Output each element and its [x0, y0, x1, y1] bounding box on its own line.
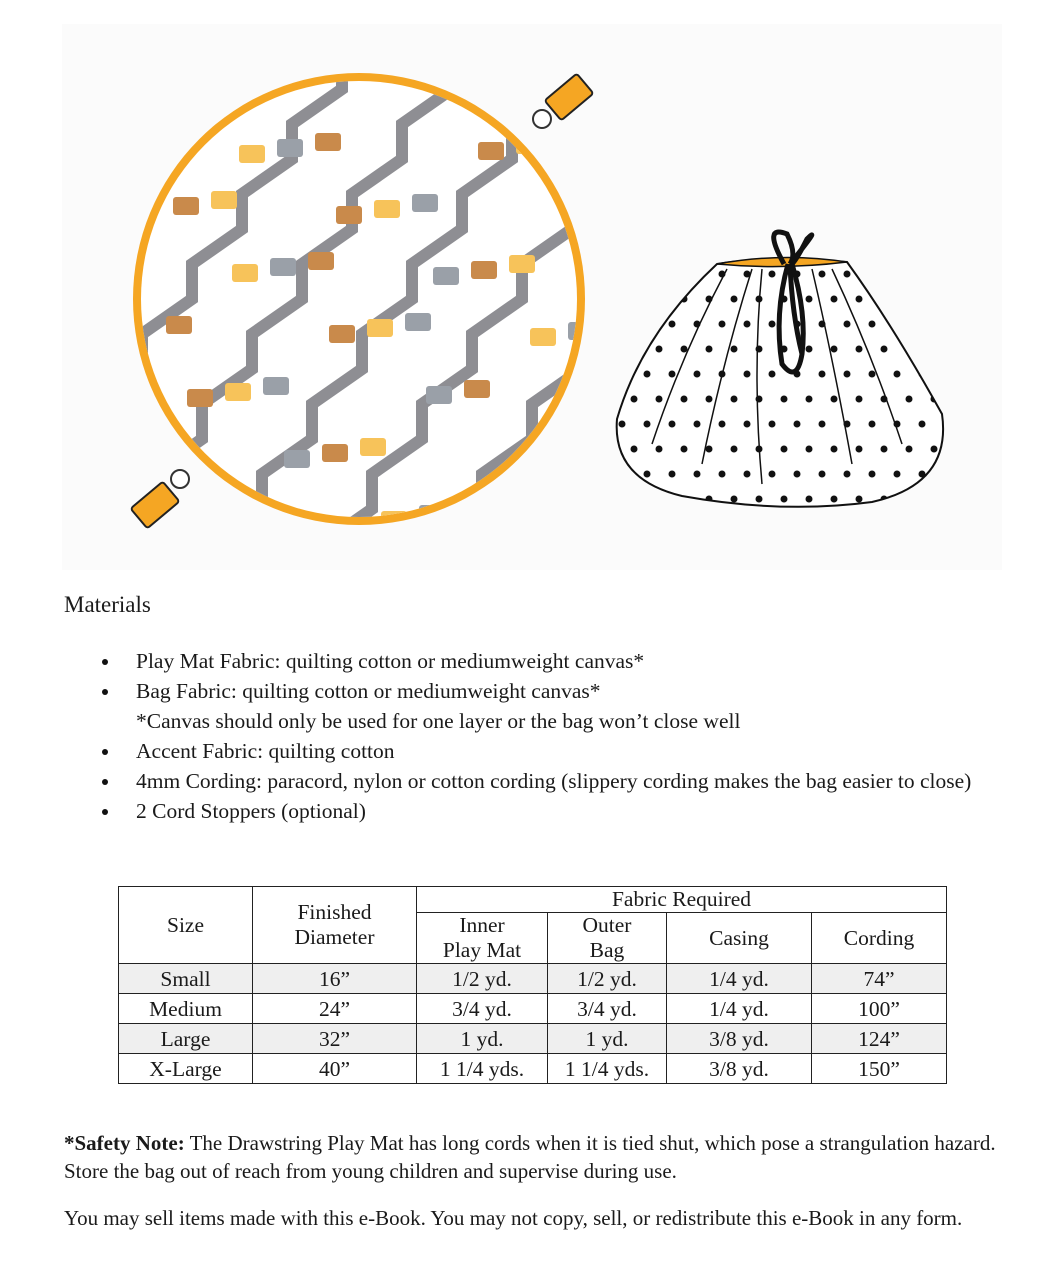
polka-dot: [831, 446, 838, 453]
polka-dot: [656, 446, 663, 453]
table-cell: 3/8 yd.: [667, 1054, 812, 1084]
polka-dot: [769, 421, 776, 428]
table-row: [119, 1024, 947, 1054]
material-note: *Canvas should only be used for one layer or the bag won’t close well: [136, 709, 741, 733]
polka-dot: [944, 421, 951, 428]
truck-shape: [374, 200, 400, 218]
polka-dot: [681, 296, 688, 303]
polka-dot: [806, 296, 813, 303]
polka-dot: [681, 396, 688, 403]
polka-dot: [919, 421, 926, 428]
table-cell: 3/8 yd.: [667, 1024, 812, 1054]
table-row: [119, 964, 947, 994]
polka-dot: [894, 321, 901, 328]
polka-dot: [869, 371, 876, 378]
truck-shape: [218, 502, 244, 520]
polka-dot: [956, 346, 963, 353]
truck-shape: [284, 450, 310, 468]
polka-dot: [806, 346, 813, 353]
polka-dot: [881, 296, 888, 303]
polka-dot: [906, 446, 913, 453]
polka-dot: [769, 271, 776, 278]
polka-dot: [719, 321, 726, 328]
polka-dot: [956, 396, 963, 403]
polka-dot: [631, 446, 638, 453]
header-fabric-required: Fabric Required: [417, 887, 947, 913]
table-row: [119, 1054, 947, 1084]
cord-stopper-bottom: [131, 470, 189, 528]
material-item: Bag Fabric: quilting cotton or mediumweight canvas*: [100, 676, 1000, 706]
polka-dot: [944, 271, 951, 278]
truck-shape: [426, 386, 452, 404]
polka-dot: [619, 421, 626, 428]
polka-dot: [694, 421, 701, 428]
polka-dot: [619, 371, 626, 378]
polka-dot: [894, 271, 901, 278]
polka-dot: [731, 346, 738, 353]
truck-shape: [412, 194, 438, 212]
header-size: Size: [119, 887, 253, 964]
material-item: Accent Fabric: quilting cotton: [100, 736, 1000, 766]
polka-dot: [669, 321, 676, 328]
polka-dot: [731, 496, 738, 503]
truck-shape: [329, 325, 355, 343]
polka-dot: [806, 446, 813, 453]
table-cell: 74”: [812, 964, 947, 994]
polka-dot: [856, 446, 863, 453]
truck-shape: [232, 264, 258, 282]
polka-dot: [906, 296, 913, 303]
header-inner: Inner Play Mat: [417, 913, 548, 964]
polka-dot: [819, 421, 826, 428]
polka-dot: [844, 471, 851, 478]
polka-dot: [619, 271, 626, 278]
table-cell: X-Large: [119, 1054, 253, 1084]
polka-dot: [781, 396, 788, 403]
polka-dot: [769, 371, 776, 378]
polka-dot: [706, 396, 713, 403]
truck-shape: [457, 499, 483, 517]
table-cell: 3/4 yd.: [548, 994, 667, 1024]
table-cell: 1 yd.: [548, 1024, 667, 1054]
polka-dot: [781, 446, 788, 453]
header-diameter: Finished Diameter: [253, 887, 417, 964]
materials-heading: Materials: [64, 592, 151, 617]
truck-shape: [464, 380, 490, 398]
table-cell: 1 yd.: [417, 1024, 548, 1054]
safety-note: [64, 1129, 1004, 1185]
polka-dot: [844, 271, 851, 278]
polka-dot: [669, 421, 676, 428]
polka-dot: [831, 396, 838, 403]
truck-shape: [471, 261, 497, 279]
polka-dot: [831, 346, 838, 353]
table-cell: 16”: [253, 964, 417, 994]
table-row: [119, 994, 947, 1024]
truck-shape: [433, 267, 459, 285]
polka-dot: [669, 371, 676, 378]
truck-shape: [405, 313, 431, 331]
polka-dot: [719, 471, 726, 478]
polka-dot: [744, 471, 751, 478]
polka-dot: [769, 471, 776, 478]
table-cell: Large: [119, 1024, 253, 1054]
polka-dot: [656, 296, 663, 303]
polka-dot: [644, 321, 651, 328]
polka-dot: [919, 271, 926, 278]
polka-dot: [931, 496, 938, 503]
polka-dot: [681, 446, 688, 453]
polka-dot: [619, 471, 626, 478]
truck-shape: [336, 206, 362, 224]
polka-dot: [619, 321, 626, 328]
truck-shape: [166, 316, 192, 334]
polka-dot: [956, 446, 963, 453]
polka-dot: [856, 396, 863, 403]
truck-shape: [225, 383, 251, 401]
truck-shape: [367, 319, 393, 337]
polka-dot: [869, 471, 876, 478]
polka-dot: [744, 371, 751, 378]
polka-dot: [806, 496, 813, 503]
table-cell: 40”: [253, 1054, 417, 1084]
material-item: Play Mat Fabric: quilting cotton or mediumweight canvas*: [100, 646, 1000, 676]
polka-dot: [694, 471, 701, 478]
truck-shape: [270, 258, 296, 276]
truck-shape: [575, 203, 601, 221]
polka-dot: [831, 496, 838, 503]
table-cell: 1/4 yd.: [667, 994, 812, 1024]
polka-dot: [894, 371, 901, 378]
fabric-requirements-table: [118, 886, 947, 1084]
license-note: You may sell items made with this e-Book. You may not copy, sell, or redistribute this e-Book in any form.: [64, 1206, 963, 1230]
truck-shape: [360, 438, 386, 456]
table-cell: 124”: [812, 1024, 947, 1054]
safety-text: The Drawstring Play Mat has long cords when it is tied shut, which pose a strangulation hazard. Store the bag out of reach from young children and supervise during use.: [64, 1131, 996, 1183]
polka-dot: [744, 321, 751, 328]
polka-dot: [819, 271, 826, 278]
polka-dot: [869, 271, 876, 278]
polka-dot: [744, 421, 751, 428]
polka-dot: [631, 296, 638, 303]
truck-shape: [308, 252, 334, 270]
polka-dot: [944, 371, 951, 378]
table-cell: 1 1/4 yds.: [548, 1054, 667, 1084]
polka-dot: [719, 421, 726, 428]
truck-shape: [211, 191, 237, 209]
truck-shape: [173, 197, 199, 215]
drawstring-bag-illustration: [617, 232, 963, 507]
truck-shape: [239, 145, 265, 163]
polka-dot: [844, 371, 851, 378]
illustration-panel: [62, 24, 1002, 570]
polka-dot: [956, 496, 963, 503]
polka-dot: [694, 371, 701, 378]
polka-dot: [756, 496, 763, 503]
polka-dot: [731, 296, 738, 303]
safety-label: *Safety Note:: [64, 1131, 185, 1155]
table-cell: Medium: [119, 994, 253, 1024]
truck-shape: [478, 142, 504, 160]
polka-dot: [681, 346, 688, 353]
polka-dot: [794, 471, 801, 478]
polka-dot: [906, 396, 913, 403]
polka-dot: [631, 346, 638, 353]
table-cell: 1/4 yd.: [667, 964, 812, 994]
truck-shape: [509, 255, 535, 273]
polka-dot: [919, 321, 926, 328]
illustration: [62, 24, 1002, 570]
material-item: 2 Cord Stoppers (optional): [100, 796, 1000, 826]
polka-dot: [869, 421, 876, 428]
polka-dot: [694, 271, 701, 278]
polka-dot: [794, 421, 801, 428]
polka-dot: [869, 321, 876, 328]
truck-shape: [554, 130, 580, 148]
truck-shape: [561, 441, 587, 459]
polka-dot: [644, 371, 651, 378]
table-cell: 32”: [253, 1024, 417, 1054]
polka-dot: [956, 296, 963, 303]
polka-dot: [881, 446, 888, 453]
polka-dot: [706, 446, 713, 453]
polka-dot: [931, 296, 938, 303]
polka-dot: [656, 346, 663, 353]
polka-dot: [931, 346, 938, 353]
polka-dot: [706, 346, 713, 353]
truck-shape: [277, 139, 303, 157]
table-cell: 24”: [253, 994, 417, 1024]
polka-dot: [819, 471, 826, 478]
polka-dot: [731, 396, 738, 403]
polka-dot: [881, 346, 888, 353]
truck-shape: [315, 133, 341, 151]
truck-shape: [180, 508, 206, 526]
polka-dot: [656, 496, 663, 503]
polka-dot: [856, 496, 863, 503]
polka-dot: [856, 296, 863, 303]
polka-dot: [669, 271, 676, 278]
polka-dot: [731, 446, 738, 453]
table-cell: 100”: [812, 994, 947, 1024]
polka-dot: [656, 396, 663, 403]
polka-dot: [819, 371, 826, 378]
polka-dot: [831, 296, 838, 303]
polka-dot: [894, 471, 901, 478]
polka-dot: [781, 496, 788, 503]
cord-stopper-top: [533, 74, 593, 128]
truck-shape: [322, 444, 348, 462]
truck-shape: [263, 377, 289, 395]
truck-shape: [142, 84, 168, 102]
truck-shape: [187, 389, 213, 407]
header-cording: Cording: [812, 913, 947, 964]
polka-dot: [631, 496, 638, 503]
polka-dot: [906, 496, 913, 503]
polka-dot: [631, 396, 638, 403]
table-cell: Small: [119, 964, 253, 994]
table-cell: 1/2 yd.: [417, 964, 548, 994]
polka-dot: [644, 421, 651, 428]
polka-dot: [806, 396, 813, 403]
table-cell: 3/4 yd.: [417, 994, 548, 1024]
polka-dot: [856, 346, 863, 353]
polka-dot: [919, 471, 926, 478]
table-cell: 1/2 yd.: [548, 964, 667, 994]
polka-dot: [644, 271, 651, 278]
material-item: 4mm Cording: paracord, nylon or cotton cording (slippery cording makes the bag easier to close): [100, 766, 1000, 796]
header-casing: Casing: [667, 913, 812, 964]
polka-dot: [944, 321, 951, 328]
table-cell: 1 1/4 yds.: [417, 1054, 548, 1084]
table-cell: 150”: [812, 1054, 947, 1084]
polka-dot: [769, 321, 776, 328]
materials-list: [100, 646, 1000, 826]
polka-dot: [844, 321, 851, 328]
truck-shape: [530, 328, 556, 346]
header-outer: Outer Bag: [548, 913, 667, 964]
polka-dot: [644, 471, 651, 478]
polka-dot: [931, 446, 938, 453]
polka-dot: [669, 471, 676, 478]
polka-dot: [944, 471, 951, 478]
